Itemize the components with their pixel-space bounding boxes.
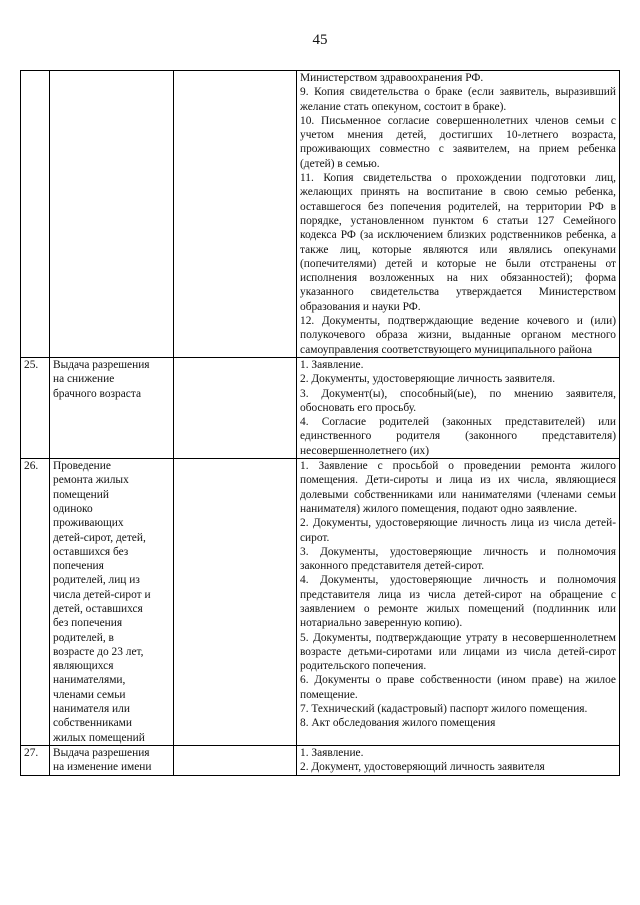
table-row: [21, 357, 620, 458]
service-name-line: одиноко: [53, 502, 93, 515]
service-name-line: Выдача разрешения: [53, 746, 150, 759]
service-name-line: нанимателя или: [53, 703, 130, 716]
document-item: 5. Документы, подтверждающие утрату в несовершеннолетнем возрасте детьми-сиротами или лицами из числа детей-сирот родительского попечения.: [300, 631, 616, 673]
document-item: 3. Документы, удостоверяющие личность и полномочия законного представителя детей-сирот.: [300, 545, 616, 573]
service-name-line: собственниками: [53, 717, 132, 730]
document-item: 1. Заявление с просьбой о проведении ремонта жилого помещения. Дети-сироты и лица из их числа, являющиеся долевыми собственниками или нанимателями (членами семьи нанимателя) жилого помещения, подают одно заявление.: [300, 460, 616, 515]
required-documents: [297, 357, 620, 458]
table-row: [21, 459, 620, 746]
services-table-body: [21, 71, 620, 776]
service-name-line: проживающих: [53, 517, 124, 530]
row-number: 27.: [21, 745, 50, 775]
document-item: 6. Документы о праве собственности (ином праве) на жилое помещение.: [300, 674, 616, 701]
document-item: 3. Документ(ы), способный(ые), по мнению заявителя, обосновать его просьбу.: [300, 387, 616, 414]
service-name: [50, 357, 174, 458]
table-row: [21, 71, 620, 358]
service-name-line: родителей, в: [53, 631, 114, 644]
required-documents: [297, 71, 620, 358]
service-name-line: оставшихся без: [53, 545, 129, 558]
service-name-line: на снижение: [53, 373, 115, 386]
service-name-line: детей-сирот, детей,: [53, 531, 146, 544]
service-name-line: на изменение имени: [53, 761, 152, 774]
required-documents: [297, 459, 620, 746]
service-name-line: являющихся: [53, 660, 114, 673]
page-number: 45: [312, 32, 328, 48]
document-item: 12. Документы, подтверждающие ведение кочевого и (или) полукочевого образа жизни, выданные органом местного самоуправления соответствующего муниципального района: [300, 315, 616, 356]
service-name-line: родителей, лиц из: [53, 574, 140, 587]
document-item: 9. Копия свидетельства о браке (если заявитель, выразивший желание стать опекуном, состоит в браке).: [300, 86, 616, 113]
document-item: 2. Документы, удостоверяющие личность лица из числа детей-сирот.: [300, 517, 616, 544]
document-item: 2. Документы, удостоверяющие личность заявителя.: [300, 373, 556, 386]
service-name-line: жилых помещений: [53, 731, 145, 744]
service-name-line: Проведение: [53, 460, 111, 473]
empty-cell: [174, 459, 297, 746]
document-item: 1. Заявление.: [300, 358, 364, 371]
service-name: [50, 71, 174, 358]
document-item: 4. Согласие родителей (законных представителей) или единственного родителя (законного представителя) несовершеннолетнего (их): [300, 416, 616, 457]
service-name-line: брачного возраста: [53, 387, 142, 400]
service-name-line: помещений: [53, 488, 109, 501]
service-name-line: нанимателями,: [53, 674, 126, 687]
service-name: [50, 745, 174, 775]
document-item: 7. Технический (кадастровый) паспорт жилого помещения.: [300, 703, 588, 716]
document-item: 2. Документ, удостоверяющий личность заявителя: [300, 761, 545, 774]
empty-cell: [174, 71, 297, 358]
document-item: Министерством здравоохранения РФ.: [300, 72, 484, 84]
document-item: 10. Письменное согласие совершеннолетних членов семьи с учетом мнения детей, достигших 10-летнего возраста, проживающих совместно с заявителем, на прием ребенка (детей) в семью.: [300, 114, 616, 170]
service-name-line: попечения: [53, 560, 104, 573]
row-number: 26.: [21, 459, 50, 746]
service-name-line: числа детей-сирот и: [53, 588, 151, 601]
service-name: [50, 459, 174, 746]
empty-cell: [174, 357, 297, 458]
service-name-line: без попечения: [53, 617, 123, 630]
required-documents: [297, 745, 620, 775]
row-number: [21, 71, 50, 358]
service-name-line: детей, оставшихся: [53, 602, 143, 615]
table-row: [21, 745, 620, 775]
document-item: 1. Заявление.: [300, 746, 364, 759]
document-item: 11. Копия свидетельства о прохождении подготовки лиц, желающих принять на воспитание в свою семью ребенка, оставшегося без попечения родителей, на территории РФ в порядке, установленном пунктом 6 статьи 127 Семейного кодекса РФ (за исключением близких родственников ребенка, а также лиц, которые являются или являлись опекунами (попечителями) детей и которые не были отстранены от исполнения возложенных на них обязанностей); форма указанного свидетельства утверждается Министерством образования и науки РФ.: [300, 172, 616, 313]
document-item: 8. Акт обследования жилого помещения: [300, 717, 496, 730]
document-item: 4. Документы, удостоверяющие личность и полномочия представителя лица из числа детей-сирот на обращение с заявлением о ремонте жилых помещений (подлинник или нотариально заверенную копию).: [300, 574, 616, 630]
service-name-line: Выдача разрешения: [53, 358, 150, 371]
service-name-line: членами семьи: [53, 688, 126, 701]
empty-cell: [174, 745, 297, 775]
service-name-line: возрасте до 23 лет,: [53, 645, 144, 658]
service-name-line: ремонта жилых: [53, 474, 129, 487]
services-table: [20, 70, 620, 776]
row-number: 25.: [21, 357, 50, 458]
